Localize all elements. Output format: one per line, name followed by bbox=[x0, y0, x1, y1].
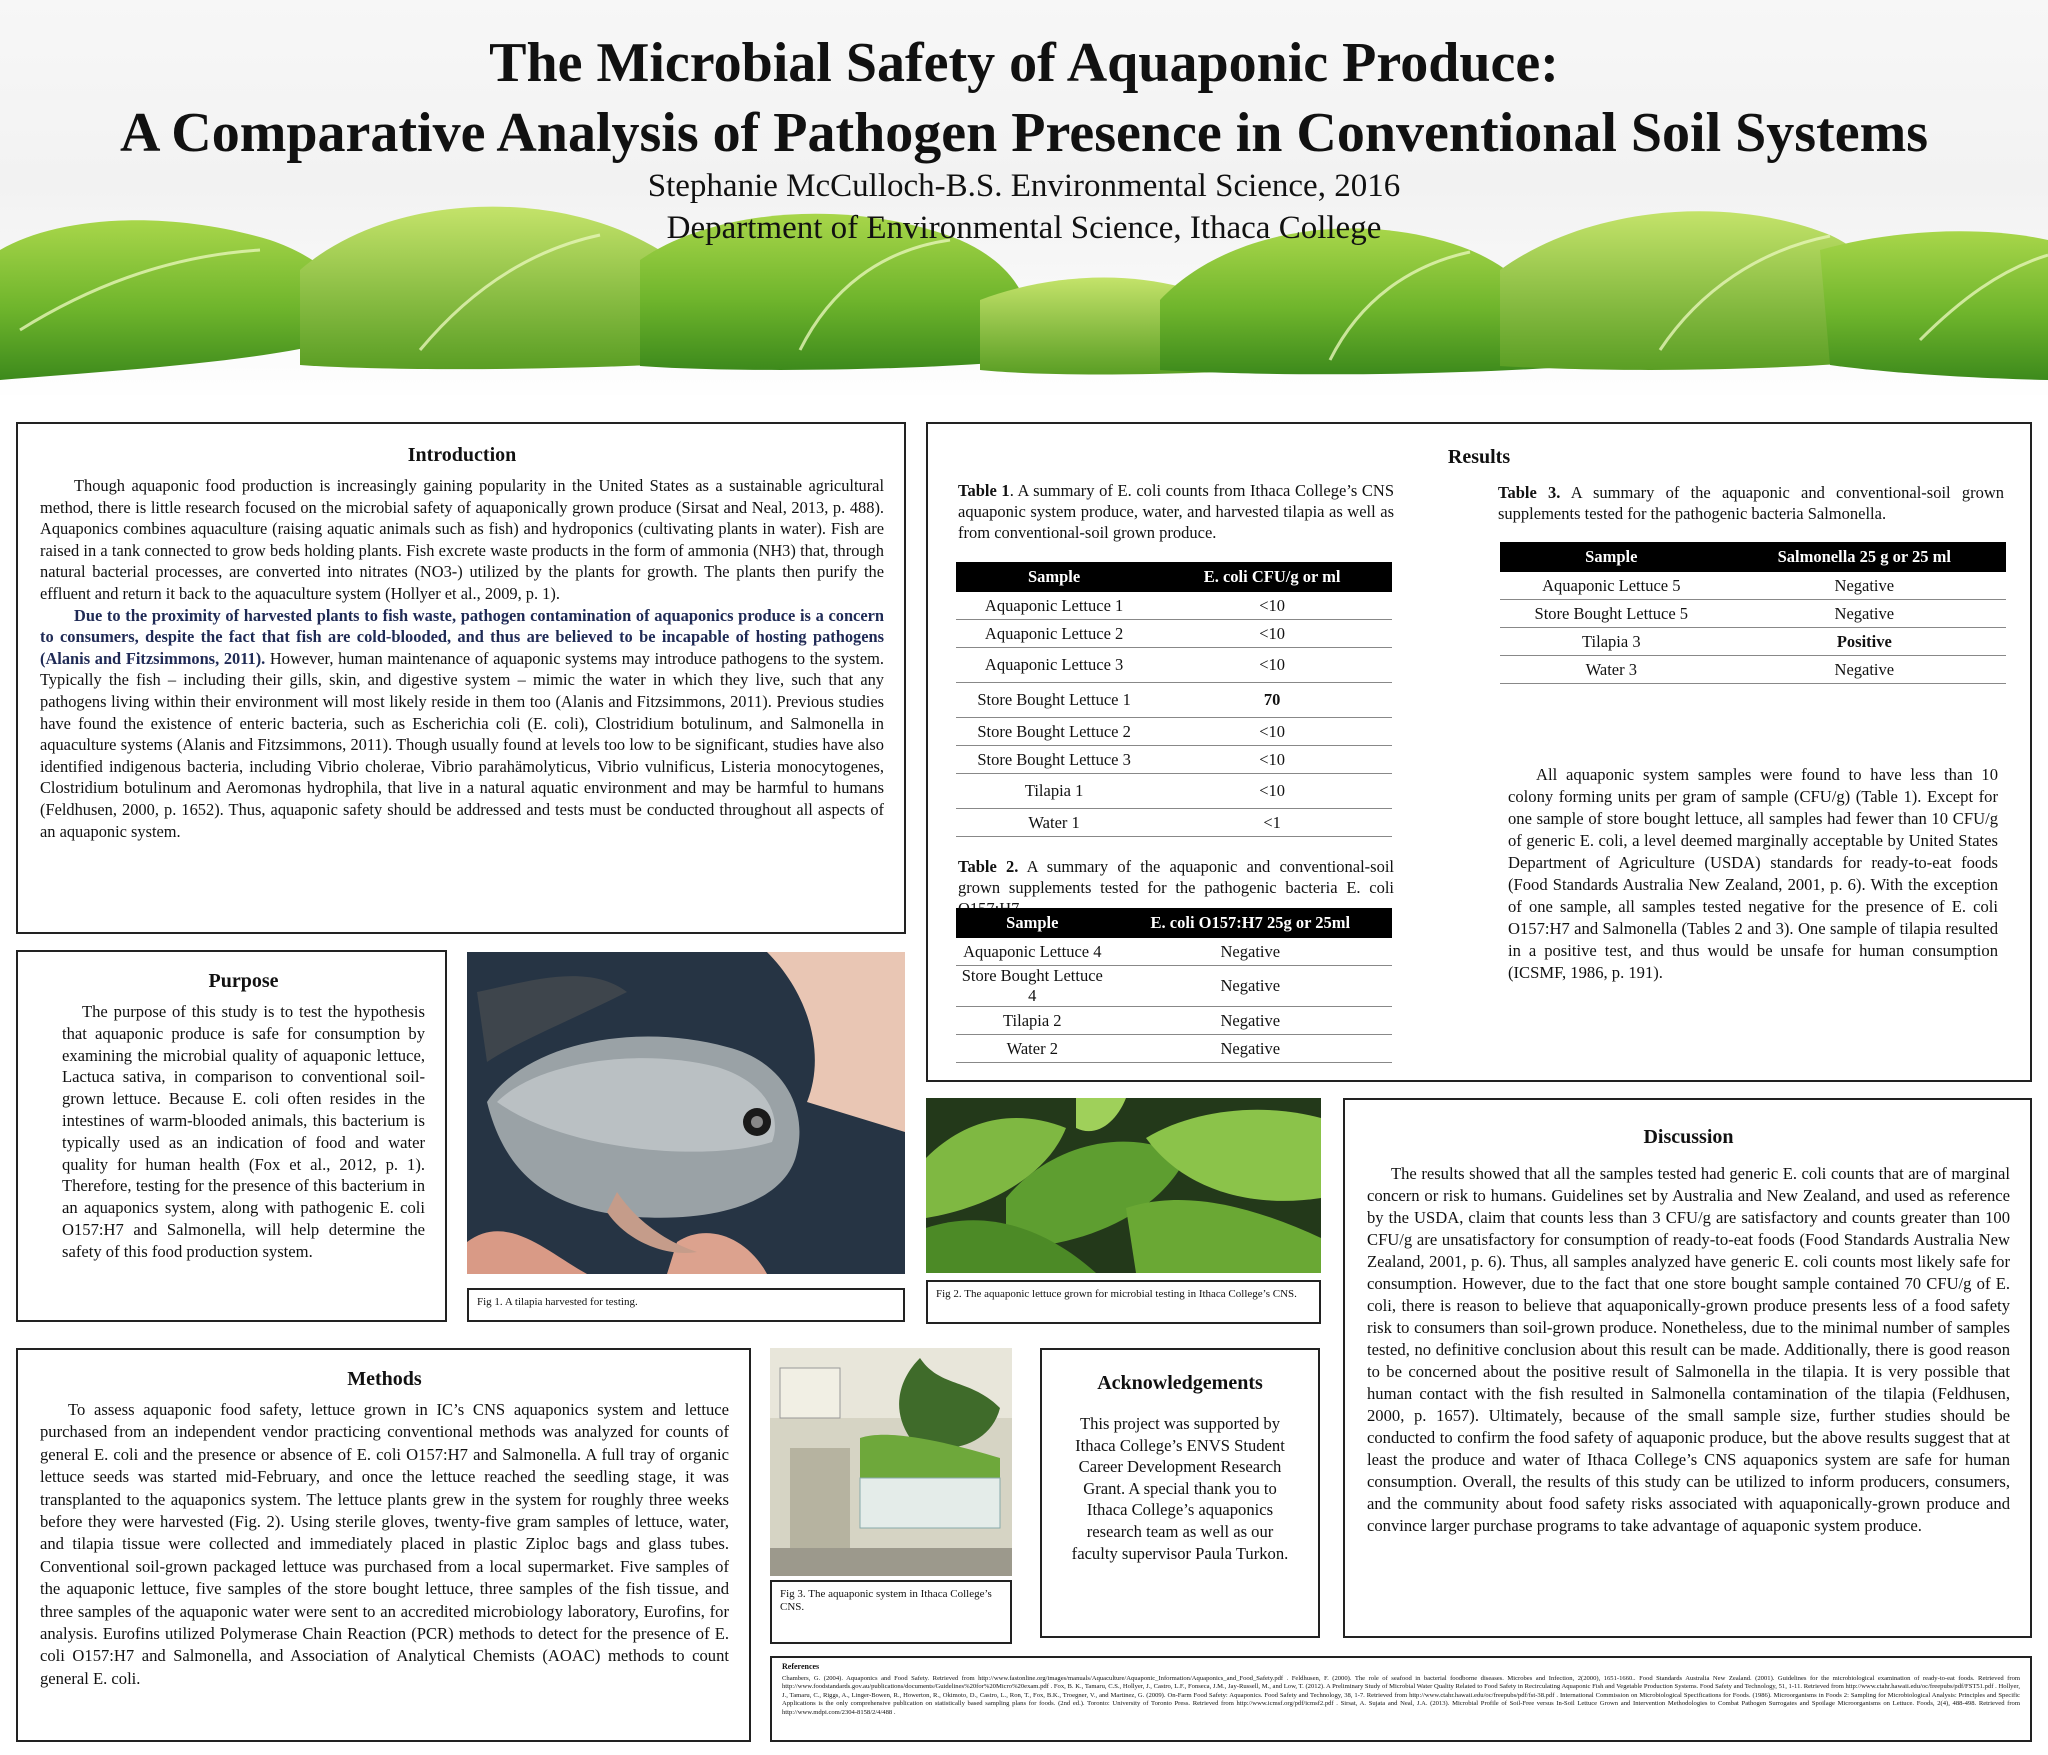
table1-header-sample: Sample bbox=[956, 562, 1152, 592]
table-row: Tilapia 1 <10 bbox=[956, 774, 1392, 809]
author-line: Stephanie McCulloch-B.S. Environmental Science, 2016 bbox=[647, 168, 1401, 204]
table3-caption: Table 3. A summary of the aquaponic and conventional-soil grown supplements tested for the pathogenic bacteria Salmonella. bbox=[1498, 483, 2004, 523]
table3-header-salmonella: Salmonella 25 g or 25 ml bbox=[1723, 542, 2006, 572]
methods-panel bbox=[16, 1348, 751, 1742]
fig2-caption-box bbox=[926, 1280, 1321, 1324]
discussion-panel bbox=[1343, 1098, 2032, 1638]
table2 bbox=[956, 908, 1392, 1063]
purpose-panel bbox=[16, 950, 447, 1322]
table2-header-sample: Sample bbox=[956, 908, 1109, 938]
poster-header bbox=[0, 0, 2048, 410]
acknowledgements-text: This project was supported by Ithaca College’s ENVS Student Career Development Research Grant. A special thank you to Ithaca College’s aquaponics research team as well as our faculty supervisor Paula Turkon. bbox=[1071, 1414, 1289, 1563]
table-row: Store Bought Lettuce 4 Negative bbox=[956, 966, 1392, 1007]
fig3-caption: Fig 3. The aquaponic system in Ithaca College’s CNS. bbox=[780, 1588, 992, 1613]
table2-header-o157: E. coli O157:H7 25g or 25ml bbox=[1109, 908, 1392, 938]
lettuce-photo bbox=[926, 1098, 1321, 1273]
results-heading: Results bbox=[1447, 446, 1511, 468]
table-row: Aquaponic Lettuce 3 <10 bbox=[956, 648, 1392, 683]
results-panel bbox=[926, 422, 2032, 1082]
discussion-text: The results showed that all the samples tested had generic E. coli counts that are of marginal concern or risk to humans. Guidelines set by Australia and New Zealand, and used as reference by the USDA, claim that counts less than 3 CFU/g are satisfactory and counts greater than 100 CFU/g are unsatisfactory for consumption of ready-to-eat foods (Food Standards Australia New Zealand, 2001, p. 6). Thus, all samples analyzed have generic E. coli counts most likely safe for consumption. However, due to the fact that one store bought sample contained 70 CFU/g of E. coli, there is reason to believe that aquaponically-grown produce presents less of a food safety risk to consumers than soil-grown produce. Nonetheless, due to the minimal number of samples tested, no definitive conclusion about this result can be made. Additionally, there is good reason to be concerned about the positive result of Salmonella in the tilapia. It is very possible that human contact with the fish resulted in Salmonella contamination of the tilapia (Feldhusen, 2000, p. 1657). Ultimately, because of the small sample size, further studies should be conducted to confirm the food safety of aquaponic produce, but the above results suggest that at least the produce and water of Ithaca College’s CNS aquaponics system are safe for human consumption. Overall, the results of this study can be utilized to inform producers, consumers, and the community about food safety risks associated with aquaponically-grown produce and convince larger purchase programs to take advantage of aquaponic system produce. bbox=[1367, 1164, 2010, 1535]
purpose-heading: Purpose bbox=[208, 970, 279, 992]
table1-header-ecoli: E. coli CFU/g or ml bbox=[1152, 562, 1392, 592]
table-row: Aquaponic Lettuce 1 <10 bbox=[956, 592, 1392, 620]
table-row: Store Bought Lettuce 3 <10 bbox=[956, 746, 1392, 774]
table-row: Water 2 Negative bbox=[956, 1035, 1392, 1063]
references-heading: References bbox=[782, 1662, 820, 1671]
table-row: Tilapia 3 Positive bbox=[1500, 628, 2006, 656]
aquaponic-system-image bbox=[770, 1348, 1012, 1576]
lettuce-image bbox=[926, 1098, 1321, 1273]
references-text: Chambers, G. (2004). Aquaponics and Food Safety. Retrieved from http://www.fastonline.org/images/manuals/Aquaculture/Aquaponic_Information/Aquaponics_and_Food_Safety.pdf . Feldhusen, F. (2000). The role of seafood in bacterial foodborne diseases. Microbes and Infection, 2(2000), 1651-1660.. Food Standards Australia New Zealand. (2001). Guidelines for the microbiological examination of ready-to-eat foods. Retrieved from http://www.foodstandards.gov.au/publications/documents/Guidelines%20for%20Micro%20exam.pdf . Fox, B. K., Tamaru, C.S., Hollyer, J., Castro, L.F., Fonseca, J.M., Jay-Russell, M., and Low, T. (2012). A Preliminary Study of Microbial Water Quality Related to Food Safety in Recirculating Aquaponic Fish and Vegetable Production Systems. Food Safety and Technology, 51, 1-11. Retrieved from http://www.ctahr.hawaii.edu/oc/freepubs/pdf/FST51.pdf . Hollyer, J., Tamaru, C., Riggs, A., Linger-Bowen, R., Howerton, R., Okimoto, D., Castro, L., Ron, T., Fox, B.K., Troegner, V., and Martinez, G. (2009). On-Farm Food Safety: Aquaponics. Food Safety and Technology, 38, 1-7. Retrieved from http://www.ctahr.hawaii.edu/oc/freepubs/pdf/fst-38.pdf . International Commission on Microbiological Specifications for Foods. (1986). Microorganisms in Foods 2: Sampling for Microbiological Analysis: Principles and Specific Applications is the only comprehensive publication on statistically based sampling plans for foods. (2nd ed.). Toronto: University of Toronto Press. Retrieved from http://www.icmsf.org/pdf/icmsf2.pdf . Sirsat, A. Sujata and Neal, J.A. (2013). Microbial Profile of Soil-Free versus In-Soil Lettuce Grown and Intervention Methodologies to Combat Pathogen Surrogates and Spoilage Microorganisms on Lettuce. Foods, 2(4), 488-498. Retrieved from http://www.mdpi.com/2304-8158/2/4/488 . bbox=[782, 1675, 2020, 1716]
poster-title-line2: A Comparative Analysis of Pathogen Presence in Conventional Soil Systems bbox=[119, 102, 1929, 164]
introduction-panel bbox=[16, 422, 906, 934]
table-row: Aquaponic Lettuce 4 Negative bbox=[956, 938, 1392, 966]
tilapia-photo bbox=[467, 952, 905, 1274]
fig3-caption-box bbox=[770, 1580, 1012, 1644]
fig2-caption: Fig 2. The aquaponic lettuce grown for microbial testing in Ithaca College’s CNS. bbox=[936, 1288, 1297, 1300]
table-row: Tilapia 2 Negative bbox=[956, 1007, 1392, 1035]
table-row: Store Bought Lettuce 2 <10 bbox=[956, 718, 1392, 746]
tilapia-image bbox=[467, 952, 905, 1274]
acknowledgements-panel bbox=[1040, 1348, 1320, 1638]
table2-caption: Table 2. A summary of the aquaponic and conventional-soil grown supplements tested for the pathogenic bacteria E. coli bbox=[958, 857, 1395, 897]
introduction-paragraph-1: Though aquaponic food production is increasingly gaining popularity in the United States as a sustainable agricultural method, there is little research focused on the microbial safety of aquaponically grown produce (Sirsat and Neal, 2013, p. 488). Aquaponics combines aquaculture (raising aquatic animals such as fish) and hydroponics (cultivating plants in water). Fish are raised in a tank connected to grow beds holding plants. Fish excrete waste products in the form of ammonia (NH3) that, through natural bacterial processes, are converted into nitrates (NO3-) utilized by the plants for growth. The plants then purify the effluent and return it back to the aquaculture system (Hollyer et al., 2009, p. 1). bbox=[40, 476, 884, 603]
aquaponic-system-photo bbox=[770, 1348, 1012, 1576]
results-summary: All aquaponic system samples were found to have less than 10 colony forming units per gram of sample (CFU/g) (Table 1). Except for one sample of store bought lettuce, all samples had fewer than 10 CFU/g of generic E. coli, a level deemed marginally acceptable by United States Department of Agriculture (USDA) standards for ready-to-eat foods (Food Standards Australia New Zealand, 2001, p. 6). With the exception of one sample, all samples tested negative for the presence of E. coli O157:H7 and Salmonella (Tables 2 and 3). One sample of tilapia resulted in a positive test, and thus would be unsafe for human consumption (ICSMF, 1986, p. 191). bbox=[1508, 765, 1998, 982]
table3-header-sample: Sample bbox=[1500, 542, 1723, 572]
table-row: Aquaponic Lettuce 5 Negative bbox=[1500, 572, 2006, 600]
references-panel bbox=[770, 1656, 2032, 1742]
table1-caption: Table 1. A summary of E. coli counts from Ithaca College’s CNS aquaponic system produce, water, and harvested tilapia as well as from conventional-soil grown produce. bbox=[958, 481, 1394, 542]
fig1-caption: Fig 1. A tilapia harvested for testing. bbox=[477, 1296, 638, 1308]
methods-text: To assess aquaponic food safety, lettuce grown in IC’s CNS aquaponics system and lettuce purchased from an independent vendor practicing conventional methods was analyzed for counts of general E. coli and the presence or absence of E. coli O157:H7 and Salmonella. A full tray of organic lettuce seeds was started mid-February, and once the lettuce reached the seedling stage, it was transplanted to the aquaponics system. The lettuce plants grew in the system for roughly three weeks before they were harvested (Fig. 2). Using sterile gloves, twenty-five gram samples of lettuce, water, and tilapia tissue were collected and immediately placed in plastic Ziploc bags and glass tubes. Conventional soil-grown packaged lettuce was purchased from a local supermarket. Five samples of the aquaponic lettuce, five samples of the store bought lettuce, three samples of the fish tissue, and three samples of the aquaponic water were sent to an accredited microbiology laboratory, Eurofins, for analysis. Eurofins utilized Polymerase Chain Reaction (PCR) methods to detect for the presence of E. coli O157:H7 and Salmonella, and Association of Analytical Chemists (AOAC) methods to count general E. coli. bbox=[40, 1400, 729, 1688]
table1 bbox=[956, 562, 1392, 837]
introduction-paragraph-2: However, human maintenance of aquaponic systems may introduce pathogens to the system. Typically the fish – including their gills, skin, and digestive system – mimic the water in which they live, such that any pathogens living within their environment will most likely reside in them too (Alanis and Fitzsimmons, 2011). Previous studies have found the existence of enteric bacteria, such as Escherichia coli (E. coli), Clostridium botulinum, and Salmonella in aquaculture systems (Alanis and Fitzsimmons, 2011). Though usually found at levels too low to be significant, studies have also identified indigenous bacteria, including Vibrio cholerae, Vibrio parahämolyticus, Vibrio vulnificus, Listeria monocytogenes, Clostridium botulinum and Aeromonas hydrophila, that live in a natural aquatic environment and may be harmful to humans (Feldhusen, 2000, p. 1652). Thus, aquaponic safety should be addressed and tests must be conducted throughout all aspects of an aquaponic system. bbox=[40, 648, 884, 841]
table-row: Store Bought Lettuce 1 70 bbox=[956, 683, 1392, 718]
introduction-highlight: Due to the proximity of harvested plants to fish waste, pathogen contamination of aquaponics produce is a concern to consumers, despite the fact that fish are cold-blooded, and thus are believed to be incapable of hosting pathogens (Alanis and Fitzsimmons, 2011). bbox=[40, 605, 884, 668]
table-row: Store Bought Lettuce 5 Negative bbox=[1500, 600, 2006, 628]
table-row: Water 1 <1 bbox=[956, 809, 1392, 837]
purpose-text: The purpose of this study is to test the hypothesis that aquaponic produce is safe for consumption by examining the microbial quality of aquaponic lettuce, Lactuca sativa, in comparison to conventional soil-grown lettuce. Because E. coli often resides in the intestines of warm-blooded animals, this bacterium is typically used as an indication of food and water quality for human health (Fox et al., 2012, p. 1). Therefore, testing for the presence of this bacterium in an aquaponics system, along with pathogenic E. coli O157:H7 and Salmonella, will help determine the safety of this food production system. bbox=[62, 1002, 425, 1261]
fig1-caption-box bbox=[467, 1288, 905, 1322]
poster-title-line1: The Microbial Safety of Aquaponic Produce: bbox=[489, 32, 1559, 94]
table-row: Aquaponic Lettuce 2 <10 bbox=[956, 620, 1392, 648]
table3 bbox=[1500, 542, 2006, 684]
acknowledgements-heading: Acknowledgements bbox=[1097, 1372, 1263, 1394]
discussion-heading: Discussion bbox=[1643, 1126, 1734, 1148]
department-line: Department of Environmental Science, Ithaca College bbox=[666, 210, 1382, 246]
methods-heading: Methods bbox=[347, 1368, 422, 1390]
introduction-text bbox=[40, 475, 884, 842]
introduction-heading: Introduction bbox=[407, 444, 517, 466]
table-row: Water 3 Negative bbox=[1500, 656, 2006, 684]
